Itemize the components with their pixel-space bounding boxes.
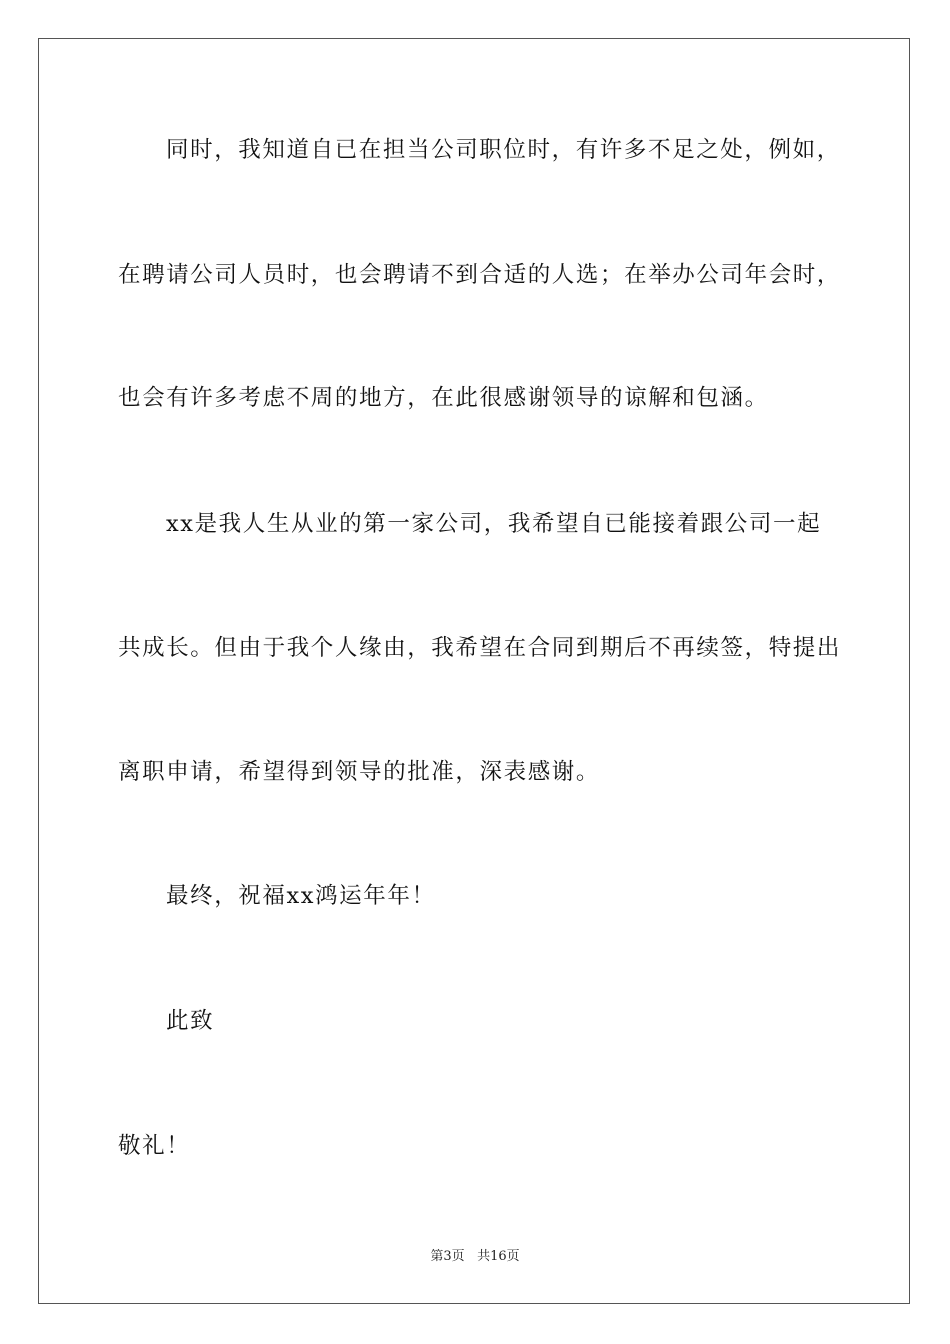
paragraph-line-2: 在聘请公司人员时，也会聘请不到合适的人选；在举办公司年会时， — [118, 262, 842, 288]
page-number: 第3页 — [430, 1249, 465, 1264]
closing-wish: 最终，祝福xx鸿运年年！ — [166, 883, 436, 909]
paragraph-line-6: 离职申请，希望得到领导的批准，深表感谢。 — [118, 759, 601, 785]
paragraph-line-1: 同时，我知道自已在担当公司职位时，有许多不足之处，例如， — [166, 137, 841, 163]
total-pages: 共16页 — [477, 1249, 520, 1264]
paragraph-line-5: 共成长。但由于我个人缘由，我希望在合同到期后不再续签，特提出 — [118, 635, 842, 661]
page-frame — [38, 38, 910, 1304]
paragraph-line-3: 也会有许多考虑不周的地方，在此很感谢领导的谅解和包涵。 — [118, 385, 769, 411]
page-footer — [0, 1248, 950, 1266]
salutation-cizhi: 此致 — [166, 1008, 215, 1034]
salutation-jingli: 敬礼！ — [118, 1133, 191, 1159]
paragraph-line-4: xx是我人生从业的第一家公司，我希望自已能接着跟公司一起 — [166, 511, 822, 537]
